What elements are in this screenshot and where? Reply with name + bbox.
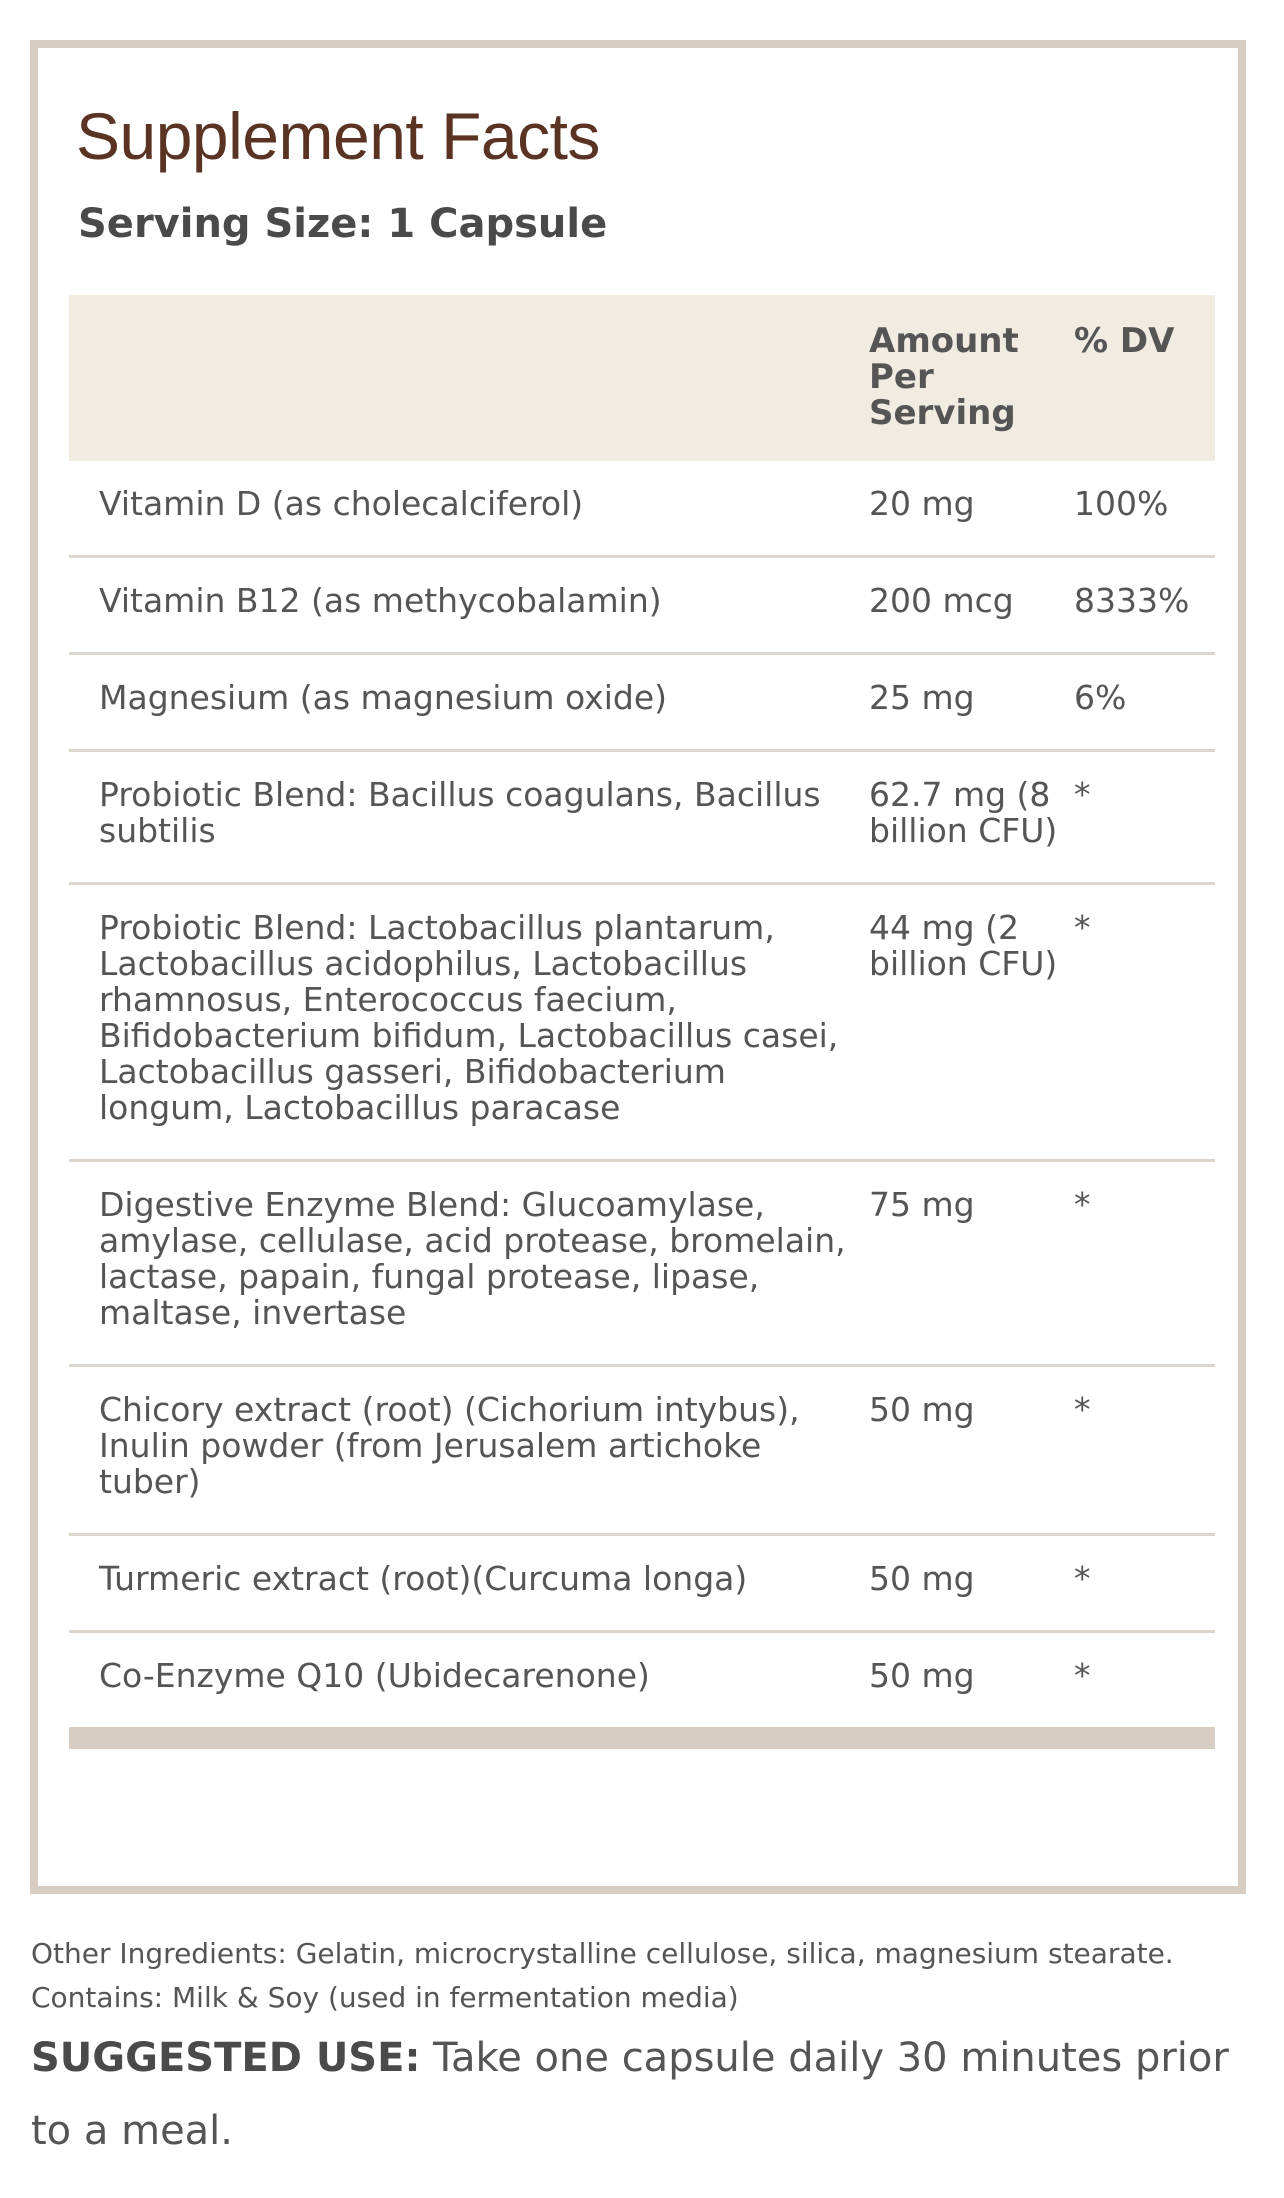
serving-size: Serving Size: 1 Capsule	[78, 201, 608, 247]
suggested-use-text: Take one capsule daily 30 minutes prior to a meal.	[31, 2035, 1229, 2154]
supplement-facts-table	[69, 295, 1215, 1749]
table-footer	[69, 1727, 1215, 1749]
table-header-row	[69, 295, 1215, 461]
ingredient-daily-value: *	[1074, 1161, 1215, 1366]
ingredient-amount: 62.7 mg (8 billion CFU)	[869, 751, 1074, 884]
suggested-use	[31, 2022, 1251, 2168]
ingredient-name: Magnesium (as magnesium oxide)	[69, 654, 869, 751]
table-body	[69, 461, 1215, 1727]
ingredient-amount: 25 mg	[869, 654, 1074, 751]
ingredient-name: Turmeric extract (root)(Curcuma longa)	[69, 1535, 869, 1632]
ingredient-daily-value: *	[1074, 1535, 1215, 1632]
table-row	[69, 884, 1215, 1161]
ingredient-amount: 75 mg	[869, 1161, 1074, 1366]
table-row	[69, 1161, 1215, 1366]
ingredient-amount: 44 mg (2 billion CFU)	[869, 884, 1074, 1161]
ingredient-daily-value: 100%	[1074, 461, 1215, 557]
ingredient-name: Vitamin B12 (as methycobalamin)	[69, 557, 869, 654]
ingredient-name: Vitamin D (as cholecalciferol)	[69, 461, 869, 557]
ingredient-daily-value: 8333%	[1074, 557, 1215, 654]
table-footer-bar	[69, 1727, 1215, 1749]
suggested-use-label: SUGGESTED USE:	[31, 2035, 421, 2081]
table-row	[69, 1535, 1215, 1632]
header-ingredient	[69, 295, 869, 461]
table-row	[69, 1366, 1215, 1535]
ingredient-name: Probiotic Blend: Bacillus coagulans, Bacillus subtilis	[69, 751, 869, 884]
header-amount-per-serving: Amount Per Serving	[869, 295, 1074, 461]
ingredient-daily-value: *	[1074, 751, 1215, 884]
ingredient-amount: 50 mg	[869, 1656, 975, 1695]
ingredient-amount: 50 mg	[869, 1535, 1074, 1632]
table-row	[69, 557, 1215, 654]
table-row	[69, 461, 1215, 557]
ingredient-daily-value: *	[1074, 1656, 1091, 1695]
table-row	[69, 1632, 1215, 1728]
ingredient-name: Probiotic Blend: Lactobacillus plantarum, Lactobacillus acidophilus, Lactobacillus rhamnosus, Enterococcus faecium, Bifidobacterium bifidum, Lactobacillus casei, Lactobacillus gasseri, Bifidobacterium longum, Lactobacillus paracase	[69, 884, 869, 1161]
supplement-facts-panel	[30, 40, 1246, 1894]
ingredient-daily-value: *	[1074, 1366, 1215, 1535]
footer-divider-bar	[69, 1727, 1215, 1749]
ingredient-name: Co-Enzyme Q10 (Ubidecarenone)	[99, 1656, 650, 1695]
header-daily-value: % DV	[1074, 295, 1215, 461]
other-ingredients: Other Ingredients: Gelatin, microcrystalline cellulose, silica, magnesium stearate. Contains: Milk & Soy (used in fermentation media)	[31, 1937, 1174, 2014]
table-header	[69, 295, 1215, 461]
ingredient-daily-value: 6%	[1074, 654, 1215, 751]
ingredient-name: Digestive Enzyme Blend: Glucoamylase, amylase, cellulase, acid protease, bromelain, lactase, papain, fungal protease, lipase, maltase, invertase	[69, 1161, 869, 1366]
table-row	[69, 751, 1215, 884]
ingredient-daily-value: *	[1074, 884, 1215, 1161]
panel-title: Supplement Facts	[76, 99, 600, 173]
ingredient-amount: 50 mg	[869, 1366, 1074, 1535]
table-row	[69, 654, 1215, 751]
ingredient-name: Chicory extract (root) (Cichorium intybus), Inulin powder (from Jerusalem artichoke tuber)	[69, 1366, 869, 1535]
ingredient-amount: 20 mg	[869, 461, 1074, 557]
ingredient-amount: 200 mcg	[869, 557, 1074, 654]
